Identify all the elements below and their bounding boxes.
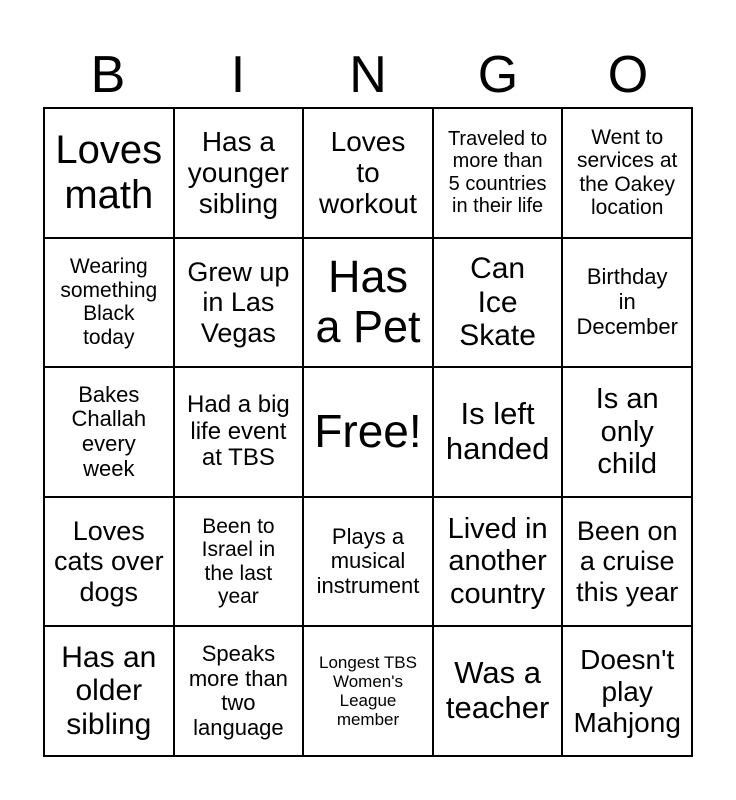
bingo-cell[interactable] bbox=[174, 367, 304, 497]
bingo-cell[interactable] bbox=[562, 367, 692, 497]
bingo-cell[interactable] bbox=[303, 108, 433, 238]
bingo-cell[interactable] bbox=[303, 497, 433, 627]
bingo-cell-text: Longest TBS Women's League member bbox=[319, 653, 417, 730]
bingo-cell-text: Has a younger sibling bbox=[187, 125, 289, 220]
bingo-cell-text: Plays a musical instrument bbox=[316, 523, 420, 598]
bingo-cell[interactable] bbox=[562, 238, 692, 368]
bingo-cell-text: Loves math bbox=[55, 128, 163, 217]
bingo-header bbox=[43, 44, 693, 106]
bingo-cell-text: Has an older sibling bbox=[61, 640, 157, 741]
bingo-cell[interactable] bbox=[44, 626, 174, 756]
bingo-cell-text: Lived in another country bbox=[447, 512, 548, 610]
bingo-cell-text: Has a Pet bbox=[315, 251, 421, 353]
bingo-cell[interactable] bbox=[433, 367, 563, 497]
bingo-cell[interactable] bbox=[44, 238, 174, 368]
bingo-cell-text: Loves cats over dogs bbox=[54, 516, 164, 607]
bingo-cell[interactable] bbox=[562, 497, 692, 627]
bingo-cell-text: Was a teacher bbox=[445, 655, 550, 726]
bingo-cell-text: Birthday in December bbox=[576, 264, 678, 339]
bingo-cell[interactable] bbox=[174, 626, 304, 756]
bingo-cell-text: Grew up in Las Vegas bbox=[187, 257, 290, 348]
header-letter-g: G bbox=[477, 46, 519, 104]
bingo-cell-text: Been on a cruise this year bbox=[576, 516, 679, 607]
bingo-cell-text: Went to services at the Oakey location bbox=[577, 125, 678, 220]
bingo-cell-text: Traveled to more than 5 countries in their life bbox=[447, 128, 548, 218]
bingo-cell-text: Free! bbox=[314, 405, 422, 458]
bingo-cell[interactable] bbox=[174, 238, 304, 368]
bingo-board bbox=[43, 107, 693, 757]
bingo-cell[interactable] bbox=[44, 367, 174, 497]
bingo-cell[interactable] bbox=[433, 497, 563, 627]
bingo-cell[interactable] bbox=[44, 497, 174, 627]
bingo-cell-text: Is left handed bbox=[445, 396, 550, 466]
header-letter-n: N bbox=[349, 46, 387, 104]
bingo-cell[interactable] bbox=[562, 108, 692, 238]
bingo-cell-text: Speaks more than two language bbox=[188, 640, 288, 740]
header-letter-i: I bbox=[230, 46, 246, 104]
header-letter-o: O bbox=[607, 46, 649, 104]
bingo-cell[interactable] bbox=[562, 626, 692, 756]
bingo-cell[interactable] bbox=[303, 238, 433, 368]
bingo-cell-text: Loves to workout bbox=[318, 125, 418, 220]
bingo-cell-text: Wearing something Black today bbox=[60, 255, 158, 349]
bingo-cell-text: Can Ice Skate bbox=[459, 252, 536, 353]
bingo-cell[interactable] bbox=[433, 626, 563, 756]
bingo-cell-text: Bakes Challah every week bbox=[71, 381, 147, 481]
bingo-cell[interactable] bbox=[174, 108, 304, 238]
bingo-cell[interactable] bbox=[303, 626, 433, 756]
bingo-cell-text: Had a big life event at TBS bbox=[187, 390, 290, 472]
bingo-cell-text: Is an only child bbox=[595, 383, 659, 481]
bingo-cell[interactable] bbox=[303, 367, 433, 497]
bingo-cell-text: Been to Israel in the last year bbox=[201, 514, 276, 609]
bingo-cell-text: Doesn't play Mahjong bbox=[573, 644, 681, 738]
bingo-cell[interactable] bbox=[44, 108, 174, 238]
bingo-cell[interactable] bbox=[174, 497, 304, 627]
bingo-cell[interactable] bbox=[433, 238, 563, 368]
bingo-cell[interactable] bbox=[433, 108, 563, 238]
header-letter-b: B bbox=[90, 46, 126, 104]
